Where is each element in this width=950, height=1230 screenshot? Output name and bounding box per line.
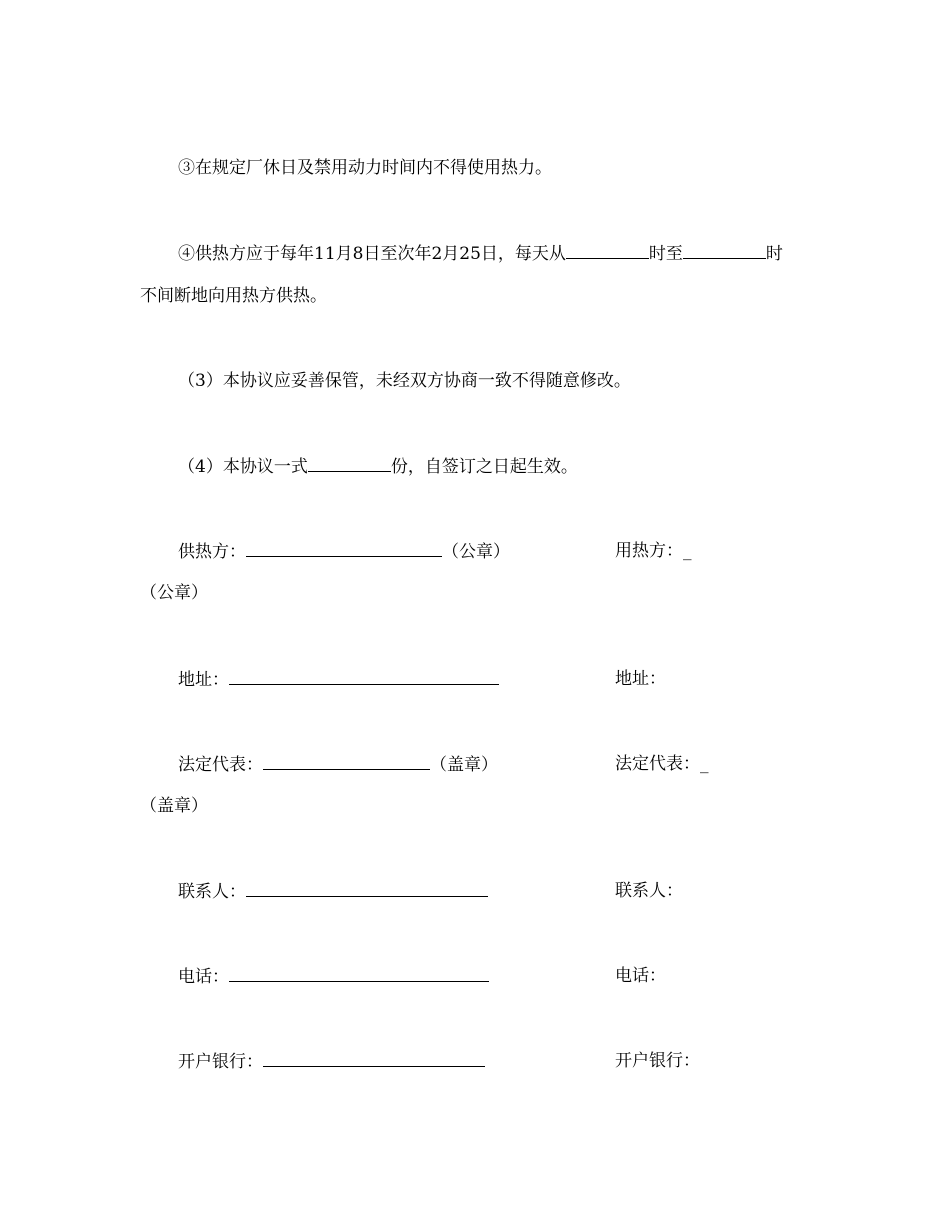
- user-seal-row: [140, 582, 208, 604]
- term-3-text: （3）本协议应妥善保管，未经双方协商一致不得随意修改。: [178, 371, 631, 391]
- clause-4-continuation: [140, 285, 327, 307]
- address-blank-left[interactable]: [229, 668, 499, 685]
- legal-rep-label-right: 法定代表：_: [615, 754, 709, 774]
- bank-row-right: [615, 1050, 700, 1072]
- clause-3-text: ③在规定厂休日及禁用动力时间内不得使用热力。: [178, 158, 552, 178]
- supplier-seal: （公章）: [442, 542, 510, 562]
- term-3: [178, 370, 631, 392]
- clause-4-text-1: ④供热方应于每年11月8日至次年2月25日，每天从: [178, 244, 566, 264]
- legal-rep-label-left: 法定代表：: [178, 755, 263, 775]
- legal-rep-row-right: [615, 753, 709, 775]
- clause-4-text-2: 时至: [648, 244, 683, 264]
- legal-rep-blank-left[interactable]: [263, 753, 430, 770]
- bank-label-right: 开户银行：: [615, 1051, 700, 1071]
- start-hour-blank[interactable]: [566, 242, 649, 259]
- copies-blank[interactable]: [308, 455, 391, 472]
- contact-label-left: 联系人：: [178, 882, 246, 902]
- user-seal: （公章）: [140, 583, 208, 603]
- term-4-text-1: （4）本协议一式: [178, 457, 308, 477]
- bank-blank-left[interactable]: [263, 1050, 485, 1067]
- phone-row-left: [178, 965, 489, 988]
- supplier-blank[interactable]: [246, 540, 442, 557]
- clause-4-text-3: 时: [765, 244, 783, 264]
- legal-rep-stamp-right: （盖章）: [140, 796, 208, 816]
- supplier-row: [178, 540, 510, 563]
- contact-row-left: [178, 880, 488, 903]
- contact-blank-left[interactable]: [246, 880, 488, 897]
- address-label-right: 地址：: [615, 669, 666, 689]
- address-row-right: [615, 668, 666, 690]
- phone-row-right: [615, 965, 666, 987]
- contact-row-right: [615, 880, 683, 902]
- legal-rep-stamp-row: [140, 795, 208, 817]
- address-label-left: 地址：: [178, 670, 229, 690]
- clause-3: [178, 157, 552, 179]
- bank-row-left: [178, 1050, 485, 1073]
- phone-label-left: 电话：: [178, 967, 229, 987]
- clause-4-cont-text: 不间断地向用热方供热。: [140, 286, 327, 306]
- legal-rep-stamp-left: （盖章）: [430, 755, 498, 775]
- end-hour-blank[interactable]: [683, 242, 766, 259]
- clause-4: [178, 242, 783, 265]
- contact-label-right: 联系人：: [615, 881, 683, 901]
- legal-rep-row-left: [178, 753, 498, 776]
- address-row-left: [178, 668, 499, 691]
- term-4: [178, 455, 578, 478]
- supplier-label: 供热方：: [178, 542, 246, 562]
- user-row: [615, 540, 692, 562]
- phone-label-right: 电话：: [615, 966, 666, 986]
- user-label: 用热方：_: [615, 541, 692, 561]
- phone-blank-left[interactable]: [229, 965, 489, 982]
- term-4-text-2: 份，自签订之日起生效。: [390, 457, 578, 477]
- bank-label-left: 开户银行：: [178, 1052, 263, 1072]
